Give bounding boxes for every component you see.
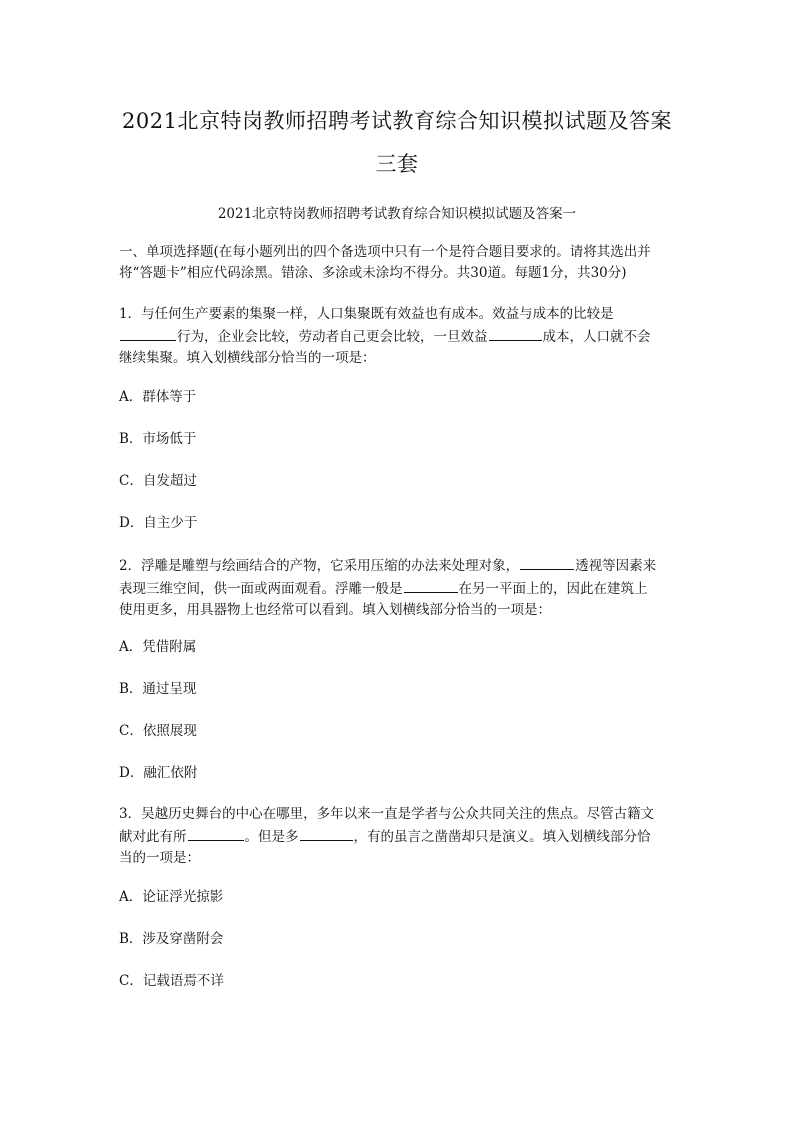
section-subtitle: 2021北京特岗教师招聘考试教育综合知识模拟试题及答案一 (217, 206, 577, 222)
question-line (119, 554, 679, 577)
question-text: 成本，人口就不会 (542, 329, 651, 345)
question-3-option-a: A．论证浮光掠影 (119, 889, 224, 905)
fill-blank (404, 577, 458, 593)
question-text: 继续集聚。填入划横线部分恰当的一项是： (119, 350, 376, 366)
question-text: 2．浮雕是雕塑与绘画结合的产物，它采用压缩的办法来处理对象， (119, 558, 520, 574)
question-1-option-c: C．自发超过 (119, 473, 197, 489)
fill-blank (300, 825, 353, 841)
question-line (119, 325, 679, 348)
question-2-option-b: B．通过呈现 (119, 681, 197, 697)
question-text: 使用更多，用具器物上也经常可以看到。填入划横线部分恰当的一项是： (119, 602, 551, 618)
question-text: 在另一平面上的，因此在建筑上 (458, 581, 648, 597)
question-line (119, 600, 679, 621)
fill-blank (188, 825, 244, 841)
question-line (119, 577, 679, 600)
question-text: 献对此有所 (119, 829, 187, 845)
instructions-line: 将“答题卡”相应代码涂黑。错涂、多涂或未涂均不得分。共30道。每题1分，共30分) (119, 265, 627, 281)
question-text: 当的一项是： (119, 850, 200, 866)
question-1-option-d: D．自主少于 (119, 515, 198, 531)
question-text: 3．吴越历史舞台的中心在哪里，多年以来一直是学者与公众共同关注的焦点。尽管古籍文 (119, 806, 655, 822)
question-text: ，有的虽言之凿凿却只是演义。填入划横线部分恰 (353, 829, 651, 845)
question-2-option-a: A．凭借附属 (119, 639, 197, 655)
question-2-option-d: D．融汇依附 (119, 765, 198, 781)
question-text: 。但是多 (244, 829, 299, 845)
question-3-option-c: C．记载语焉不详 (119, 973, 224, 989)
question-3-option-b: B．涉及穿凿附会 (119, 931, 224, 947)
document-title-line-2: 三套 (375, 152, 419, 176)
fill-blank (520, 554, 574, 570)
question-1-stem (119, 304, 679, 369)
instructions-line: 一、单项选择题(在每小题列出的四个备选项中只有一个是符合题目要求的。请将其选出并 (119, 244, 651, 260)
question-3-stem (119, 804, 679, 869)
question-1-option-a: A．群体等于 (119, 389, 197, 405)
question-line (119, 825, 679, 848)
question-1-option-b: B．市场低于 (119, 431, 197, 447)
question-text: 行为，企业会比较，劳动者自己更会比较，一旦效益 (177, 329, 488, 345)
fill-blank (120, 325, 176, 341)
question-text: 透视等因素来 (575, 558, 657, 574)
question-line (119, 804, 679, 825)
question-2-stem (119, 554, 679, 621)
question-line (119, 304, 679, 325)
question-line (119, 848, 679, 869)
question-line (119, 348, 679, 369)
question-2-option-c: C．依照展现 (119, 723, 197, 739)
instructions-paragraph (119, 242, 679, 284)
fill-blank (489, 325, 542, 341)
question-text: 表现三维空间，供一面或两面观看。浮雕一般是 (119, 581, 403, 597)
question-text: 1．与任何生产要素的集聚一样，人口集聚既有效益也有成本。效益与成本的比较是 (119, 306, 614, 322)
document-title-line-1: 2021北京特岗教师招聘考试教育综合知识模拟试题及答案 (122, 109, 672, 133)
